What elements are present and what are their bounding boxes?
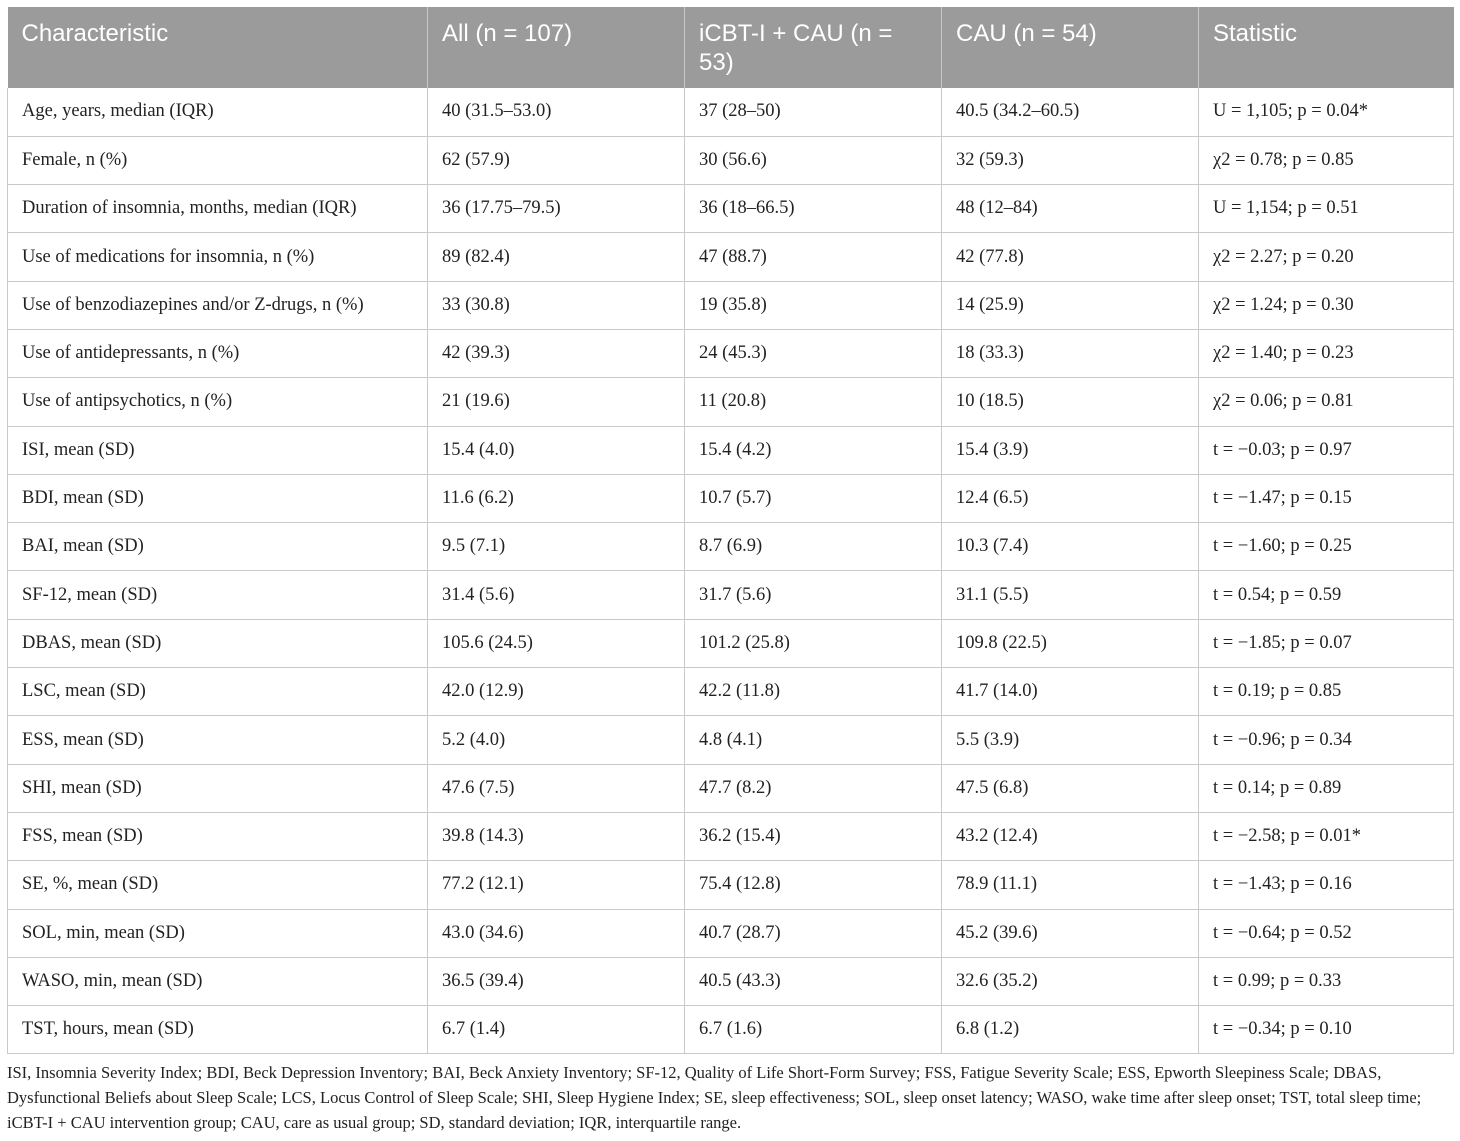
table-row	[8, 426, 1454, 474]
header-icbt-cau: iCBT-I + CAU (n = 53)	[685, 7, 942, 88]
cell-statistic: t = −1.43; p = 0.16	[1199, 861, 1454, 909]
cell-statistic: t = 0.14; p = 0.89	[1199, 764, 1454, 812]
cell-cau: 47.5 (6.8)	[942, 764, 1199, 812]
table-row	[8, 619, 1454, 667]
cell-icbt-cau: 24 (45.3)	[685, 329, 942, 377]
cell-icbt-cau: 101.2 (25.8)	[685, 619, 942, 667]
table-row	[8, 668, 1454, 716]
cell-cau: 32.6 (35.2)	[942, 957, 1199, 1005]
cell-cau: 32 (59.3)	[942, 136, 1199, 184]
cell-cau: 41.7 (14.0)	[942, 668, 1199, 716]
cell-cau: 45.2 (39.6)	[942, 909, 1199, 957]
cell-all: 31.4 (5.6)	[428, 571, 685, 619]
cell-cau: 10.3 (7.4)	[942, 523, 1199, 571]
cell-characteristic: BAI, mean (SD)	[8, 523, 428, 571]
cell-icbt-cau: 37 (28–50)	[685, 88, 942, 136]
cell-all: 47.6 (7.5)	[428, 764, 685, 812]
cell-statistic: χ2 = 1.24; p = 0.30	[1199, 281, 1454, 329]
cell-characteristic: Duration of insomnia, months, median (IQR)	[8, 185, 428, 233]
cell-all: 42.0 (12.9)	[428, 668, 685, 716]
header-cau: CAU (n = 54)	[942, 7, 1199, 88]
cell-statistic: t = −1.85; p = 0.07	[1199, 619, 1454, 667]
cell-all: 11.6 (6.2)	[428, 474, 685, 522]
cell-icbt-cau: 36 (18–66.5)	[685, 185, 942, 233]
cell-icbt-cau: 42.2 (11.8)	[685, 668, 942, 716]
cell-statistic: t = −0.64; p = 0.52	[1199, 909, 1454, 957]
cell-cau: 40.5 (34.2–60.5)	[942, 88, 1199, 136]
cell-icbt-cau: 47 (88.7)	[685, 233, 942, 281]
cell-icbt-cau: 6.7 (1.6)	[685, 1006, 942, 1054]
cell-characteristic: Use of benzodiazepines and/or Z-drugs, n (%)	[8, 281, 428, 329]
cell-statistic: t = −1.60; p = 0.25	[1199, 523, 1454, 571]
cell-all: 5.2 (4.0)	[428, 716, 685, 764]
cell-characteristic: ESS, mean (SD)	[8, 716, 428, 764]
cell-characteristic: Age, years, median (IQR)	[8, 88, 428, 136]
table-row	[8, 716, 1454, 764]
cell-icbt-cau: 40.5 (43.3)	[685, 957, 942, 1005]
cell-icbt-cau: 30 (56.6)	[685, 136, 942, 184]
cell-characteristic: Use of medications for insomnia, n (%)	[8, 233, 428, 281]
cell-cau: 12.4 (6.5)	[942, 474, 1199, 522]
cell-characteristic: WASO, min, mean (SD)	[8, 957, 428, 1005]
cell-cau: 18 (33.3)	[942, 329, 1199, 377]
cell-icbt-cau: 19 (35.8)	[685, 281, 942, 329]
cell-all: 89 (82.4)	[428, 233, 685, 281]
cell-icbt-cau: 4.8 (4.1)	[685, 716, 942, 764]
cell-cau: 6.8 (1.2)	[942, 1006, 1199, 1054]
table-row	[8, 378, 1454, 426]
cell-all: 36 (17.75–79.5)	[428, 185, 685, 233]
cell-statistic: t = −0.96; p = 0.34	[1199, 716, 1454, 764]
cell-all: 36.5 (39.4)	[428, 957, 685, 1005]
cell-statistic: t = 0.54; p = 0.59	[1199, 571, 1454, 619]
cell-statistic: χ2 = 0.06; p = 0.81	[1199, 378, 1454, 426]
cell-icbt-cau: 40.7 (28.7)	[685, 909, 942, 957]
table-row	[8, 233, 1454, 281]
cell-statistic: t = −0.34; p = 0.10	[1199, 1006, 1454, 1054]
cell-characteristic: SE, %, mean (SD)	[8, 861, 428, 909]
cell-statistic: t = −0.03; p = 0.97	[1199, 426, 1454, 474]
table-row	[8, 571, 1454, 619]
cell-all: 33 (30.8)	[428, 281, 685, 329]
cell-all: 9.5 (7.1)	[428, 523, 685, 571]
cell-icbt-cau: 8.7 (6.9)	[685, 523, 942, 571]
header-all: All (n = 107)	[428, 7, 685, 88]
cell-characteristic: SHI, mean (SD)	[8, 764, 428, 812]
table-row	[8, 957, 1454, 1005]
cell-characteristic: LSC, mean (SD)	[8, 668, 428, 716]
table-row	[8, 88, 1454, 136]
cell-icbt-cau: 36.2 (15.4)	[685, 812, 942, 860]
header-row	[8, 7, 1454, 88]
cell-icbt-cau: 47.7 (8.2)	[685, 764, 942, 812]
cell-statistic: χ2 = 1.40; p = 0.23	[1199, 329, 1454, 377]
cell-cau: 48 (12–84)	[942, 185, 1199, 233]
cell-cau: 78.9 (11.1)	[942, 861, 1199, 909]
cell-all: 43.0 (34.6)	[428, 909, 685, 957]
characteristics-table	[7, 7, 1454, 1054]
cell-statistic: U = 1,154; p = 0.51	[1199, 185, 1454, 233]
table-row	[8, 185, 1454, 233]
cell-all: 39.8 (14.3)	[428, 812, 685, 860]
cell-cau: 109.8 (22.5)	[942, 619, 1199, 667]
table-row	[8, 909, 1454, 957]
cell-cau: 42 (77.8)	[942, 233, 1199, 281]
cell-characteristic: TST, hours, mean (SD)	[8, 1006, 428, 1054]
cell-characteristic: Use of antidepressants, n (%)	[8, 329, 428, 377]
table-row	[8, 764, 1454, 812]
cell-cau: 14 (25.9)	[942, 281, 1199, 329]
table-row	[8, 523, 1454, 571]
cell-all: 42 (39.3)	[428, 329, 685, 377]
cell-cau: 43.2 (12.4)	[942, 812, 1199, 860]
cell-characteristic: SOL, min, mean (SD)	[8, 909, 428, 957]
cell-statistic: t = −1.47; p = 0.15	[1199, 474, 1454, 522]
cell-characteristic: DBAS, mean (SD)	[8, 619, 428, 667]
cell-icbt-cau: 31.7 (5.6)	[685, 571, 942, 619]
cell-icbt-cau: 15.4 (4.2)	[685, 426, 942, 474]
cell-all: 77.2 (12.1)	[428, 861, 685, 909]
table-row	[8, 474, 1454, 522]
cell-icbt-cau: 11 (20.8)	[685, 378, 942, 426]
cell-statistic: t = −2.58; p = 0.01*	[1199, 812, 1454, 860]
cell-cau: 31.1 (5.5)	[942, 571, 1199, 619]
cell-statistic: t = 0.19; p = 0.85	[1199, 668, 1454, 716]
table-row	[8, 812, 1454, 860]
cell-icbt-cau: 75.4 (12.8)	[685, 861, 942, 909]
cell-statistic: χ2 = 0.78; p = 0.85	[1199, 136, 1454, 184]
table-row	[8, 861, 1454, 909]
cell-all: 21 (19.6)	[428, 378, 685, 426]
cell-all: 15.4 (4.0)	[428, 426, 685, 474]
cell-characteristic: Use of antipsychotics, n (%)	[8, 378, 428, 426]
cell-characteristic: SF-12, mean (SD)	[8, 571, 428, 619]
cell-all: 40 (31.5–53.0)	[428, 88, 685, 136]
table-footnote: ISI, Insomnia Severity Index; BDI, Beck Depression Inventory; BAI, Beck Anxiety Inventory; SF-12, Quality of Life Short-Form Survey; FSS, Fatigue Severity Scale; ESS, Epworth Sleepiness Scale; DBAS, Dysfunctional Beliefs about Sleep Scale; LCS, Locus Control of Sleep Scale; SHI, Sleep Hygiene Index; SE, sleep effectiveness; SOL, sleep onset latency; WASO, wake time after sleep onset; TST, total sleep time; iCBT-I + CAU intervention group; CAU, care as usual group; SD, standard deviation; IQR, interquartile range.	[7, 1063, 1422, 1132]
cell-cau: 10 (18.5)	[942, 378, 1199, 426]
cell-all: 62 (57.9)	[428, 136, 685, 184]
header-characteristic: Characteristic	[8, 7, 428, 88]
table-row	[8, 281, 1454, 329]
cell-statistic: t = 0.99; p = 0.33	[1199, 957, 1454, 1005]
table-row	[8, 329, 1454, 377]
cell-statistic: χ2 = 2.27; p = 0.20	[1199, 233, 1454, 281]
cell-all: 105.6 (24.5)	[428, 619, 685, 667]
cell-characteristic: ISI, mean (SD)	[8, 426, 428, 474]
cell-all: 6.7 (1.4)	[428, 1006, 685, 1054]
cell-statistic: U = 1,105; p = 0.04*	[1199, 88, 1454, 136]
cell-cau: 5.5 (3.9)	[942, 716, 1199, 764]
cell-characteristic: BDI, mean (SD)	[8, 474, 428, 522]
cell-icbt-cau: 10.7 (5.7)	[685, 474, 942, 522]
table-container	[7, 7, 1453, 1054]
cell-cau: 15.4 (3.9)	[942, 426, 1199, 474]
table-row	[8, 1006, 1454, 1054]
cell-characteristic: FSS, mean (SD)	[8, 812, 428, 860]
table-row	[8, 136, 1454, 184]
table-body	[8, 88, 1454, 1054]
header-statistic: Statistic	[1199, 7, 1454, 88]
cell-characteristic: Female, n (%)	[8, 136, 428, 184]
